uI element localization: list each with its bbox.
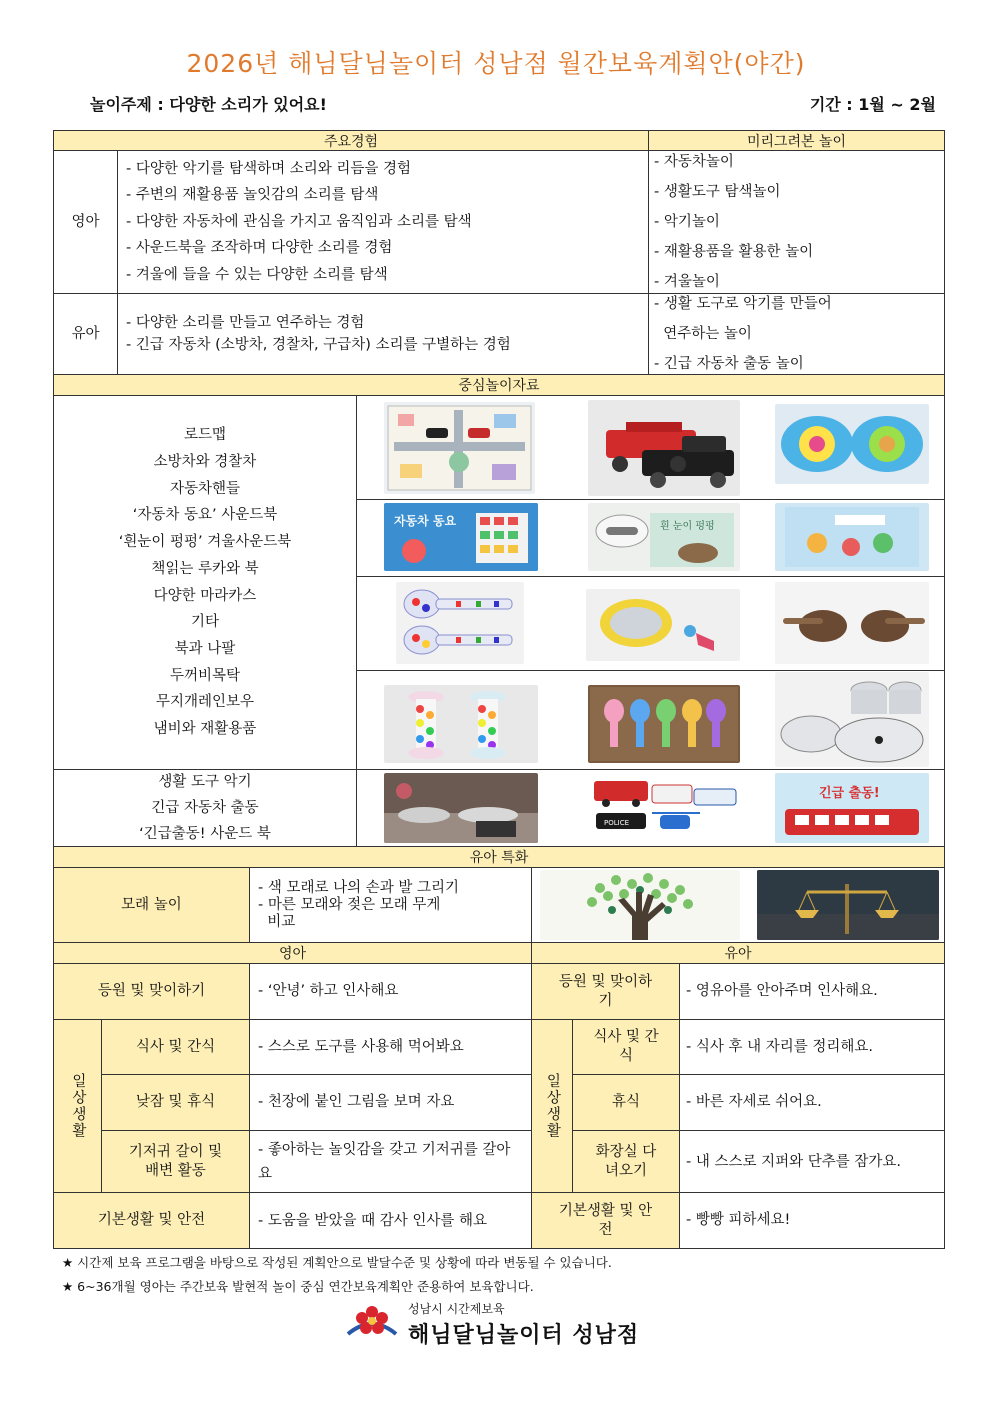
toddler-meal-label: 식사 및 간식: [572, 1019, 680, 1075]
roadmap-photo: [384, 402, 535, 494]
rainbow-tower-photo: [384, 685, 538, 763]
emergency-soundbook-photo: [775, 773, 929, 843]
sand-play-item: - 마른 모래와 젖은 모래 무게: [258, 896, 441, 913]
infant-daily-life-label: [53, 1019, 102, 1193]
sand-balance-scale-photo: [757, 870, 939, 940]
car-song-soundbook-photo: [384, 503, 538, 571]
steering-wheel-photo: [775, 404, 929, 484]
infant-nap-text: - 천장에 붙인 그림을 보며 자요: [249, 1074, 532, 1131]
toddler-daily-life-label: [531, 1019, 573, 1193]
material-item: 무지개레인보우: [155, 694, 255, 711]
material-item: 책읽는 루카와 북: [151, 560, 259, 577]
material-item: 자동차핸들: [169, 480, 241, 497]
infant-meal-label: 식사 및 간식: [101, 1019, 250, 1075]
toddler-row-label: 유아: [53, 293, 118, 375]
infant-play-item: - 생활도구 탐색놀이: [654, 184, 781, 200]
materials-list: [53, 395, 357, 770]
infant-nap-label: 낮잠 및 휴식: [101, 1074, 250, 1131]
toddler-plays: [648, 293, 945, 375]
photo-row-divider: [356, 670, 945, 671]
infant-experience-item: - 다양한 자동차에 관심을 가지고 움직임과 소리를 탐색: [126, 213, 472, 230]
toddler-experiences: [117, 293, 649, 375]
emergency-book-title: 긴급 출동!: [819, 786, 880, 801]
toddler-arrival-label: 등원 및 맞이하기: [531, 963, 680, 1020]
photo-row-divider: [356, 576, 945, 577]
sand-play-item: 비교: [258, 913, 296, 930]
preview-play-header: 미리그려본 놀이: [648, 130, 945, 151]
toddler-routine-header: 유아: [531, 942, 945, 964]
toddler-play-item: - 생활 도구로 악기를 만들어: [654, 296, 832, 312]
material-item: 로드맵: [183, 427, 226, 444]
infant-daily-life-text: 일상생활: [69, 1073, 86, 1139]
police-car-label: POLICE: [604, 819, 630, 827]
material2-item: ‘긴급출동! 사운드 북: [139, 826, 271, 842]
material-item: 다양한 마라카스: [153, 587, 257, 604]
note-item: ★ 6~36개월 영아는 주간보육 발현적 놀이 중심 연간보육계획안 준용하여 보육합니다.: [62, 1279, 534, 1294]
toad-woodblock-photo: [775, 582, 929, 664]
toddler-basic-label: 기본생활 및 안전: [531, 1192, 680, 1249]
infant-experience-item: - 겨울에 들을 수 있는 다양한 소리를 탐색: [126, 266, 388, 283]
sand-play-label: 모래 놀이: [53, 867, 250, 943]
infant-experience-item: - 다양한 악기를 탐색하며 소리와 리듬을 경험: [126, 160, 412, 177]
toddler-basic-text: - 빵빵 피하세요!: [679, 1192, 945, 1249]
sand-play-item: - 색 모래로 나의 손과 발 그리기: [258, 879, 459, 896]
pots-recycled-photo: [775, 672, 929, 767]
material-item: 북과 나팔: [174, 640, 236, 657]
infant-experience-item: - 사운드북을 조작하며 다양한 소리를 경험: [126, 240, 393, 257]
luka-book-photo: [775, 503, 929, 571]
kitchen-tools-photo: [384, 773, 538, 843]
page-title: 2026년 해님달님놀이터 성남점 월간보육계획안(야간): [186, 49, 806, 78]
infant-diaper-text: - 좋아하는 놀잇감을 갖고 기저귀를 갈아요: [249, 1130, 532, 1193]
infant-arrival-label: 등원 및 맞이하기: [53, 963, 250, 1020]
toddler-rest-label: 휴식: [572, 1074, 680, 1131]
material2-item: 긴급 자동차 출동: [151, 800, 259, 816]
toddler-special-header: 유아 특화: [53, 846, 945, 868]
toddler-experience-item: - 긴급 자동차 (소방차, 경찰차, 구급차) 소리를 구별하는 경험: [126, 337, 511, 353]
sand-play-content: [249, 867, 532, 943]
infant-play-item: - 자동차놀이: [654, 154, 734, 170]
toddler-meal-text: - 식사 후 내 자리를 정리해요.: [679, 1019, 945, 1075]
infant-experiences: [117, 150, 649, 294]
note-item: ★ 시간제 보육 프로그램을 바탕으로 작성된 계획안으로 발달수준 및 상황에 따라 변동될 수 있습니다.: [62, 1255, 612, 1270]
winter-book-title: 흰 눈이 펑펑: [660, 521, 715, 532]
infant-diaper-label: 기저귀 갈이 및 배변 활동: [101, 1130, 250, 1193]
materials2-list: [53, 769, 357, 847]
material-item: 기타: [190, 614, 219, 631]
infant-routine-header: 영아: [53, 942, 532, 964]
infant-basic-label: 기본생활 및 안전: [53, 1192, 250, 1249]
material-item: 소방차와 경찰차: [153, 453, 257, 470]
infant-plays: [648, 150, 945, 294]
logo-emblem: [344, 1302, 400, 1346]
material2-item: 생활 도구 악기: [158, 774, 252, 790]
play-theme: 놀이주제 : 다양한 소리가 있어요!: [90, 95, 327, 114]
logo-title: 해님달님놀이터 성남점: [408, 1323, 640, 1348]
infant-basic-text: - 도움을 받았을 때 감사 인사를 해요: [249, 1192, 532, 1249]
material-item: ‘흰눈이 펑펑’ 겨울사운드북: [118, 534, 292, 551]
material-item: 두꺼비목탁: [169, 667, 241, 684]
infant-play-item: - 재활용품을 활용한 놀이: [654, 244, 814, 260]
toddler-toilet-text: - 내 스스로 지퍼와 단추를 잠가요.: [679, 1130, 945, 1193]
toddler-experience-item: - 다양한 소리를 만들고 연주하는 경험: [126, 315, 365, 331]
song-book-title: 자동차 동요: [394, 514, 457, 528]
infant-experience-item: - 주변의 재활용품 놀잇감의 소리를 탐색: [126, 187, 379, 204]
toddler-toilet-label: 화장실 다녀오기: [572, 1130, 680, 1193]
maracas-photo: [588, 685, 740, 763]
sand-hand-tree-photo: [540, 870, 740, 940]
drum-and-horn-photo: [586, 589, 740, 661]
winter-soundbook-photo: [588, 503, 740, 571]
toddler-play-item: 연주하는 놀이: [654, 326, 752, 342]
infant-play-item: - 악기놀이: [654, 214, 720, 230]
infant-row-label: 영아: [53, 150, 118, 294]
toddler-daily-life-text: 일상생활: [544, 1073, 561, 1139]
main-experience-header: 주요경험: [53, 130, 649, 151]
infant-meal-text: - 스스로 도구를 사용해 먹어봐요: [249, 1019, 532, 1075]
period: 기간 : 1월 ~ 2월: [809, 95, 936, 114]
photo-row-divider: [356, 499, 945, 500]
fire-police-trucks-photo: [588, 400, 740, 496]
material-item: 냄비와 재활용품: [153, 721, 257, 738]
guitar-photo: [396, 582, 524, 664]
emergency-vehicles-photo: [590, 775, 740, 841]
infant-play-item: - 겨울놀이: [654, 274, 720, 290]
material-item: ‘자동차 동요’ 사운드북: [132, 507, 278, 524]
center-materials-header: 중심놀이자료: [53, 374, 945, 396]
toddler-rest-text: - 바른 자세로 쉬어요.: [679, 1074, 945, 1131]
toddler-play-item: - 긴급 자동차 출동 놀이: [654, 356, 804, 372]
toddler-arrival-text: - 영유아를 안아주며 인사해요.: [679, 963, 945, 1020]
infant-arrival-text: - ‘안녕’ 하고 인사해요: [249, 963, 532, 1020]
logo-subtitle: 성남시 시간제보육: [408, 1302, 505, 1316]
